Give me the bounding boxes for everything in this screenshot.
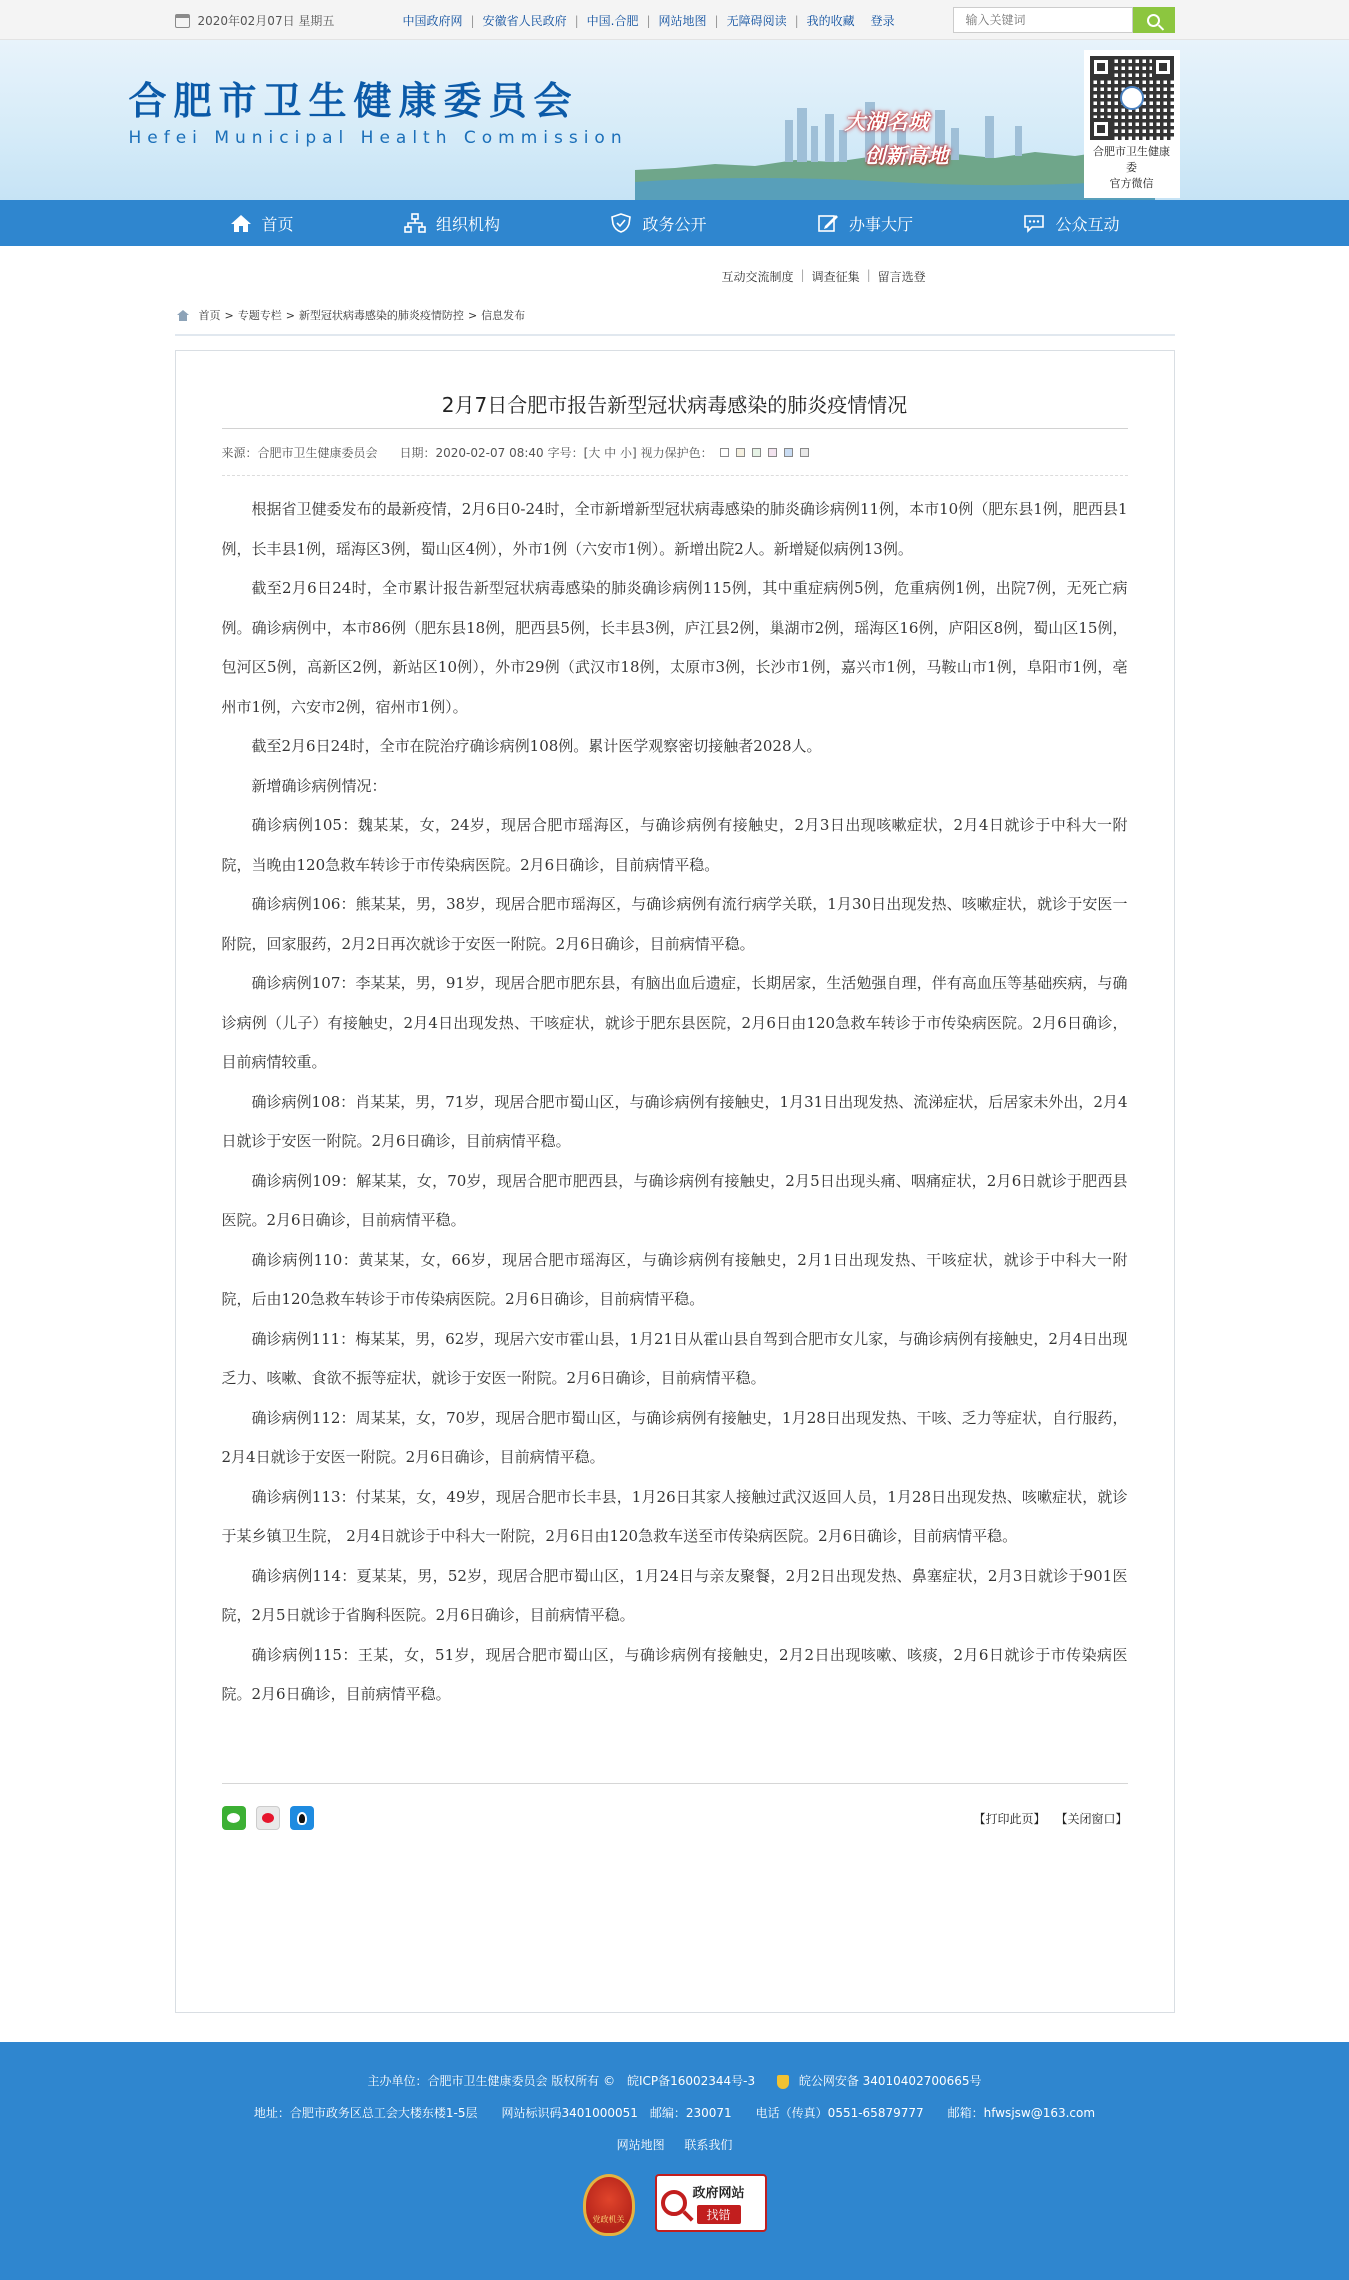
article-tools (973, 1810, 1127, 1827)
eye-care-label: 视力保护色： (640, 446, 713, 460)
qr-code-image (1090, 56, 1174, 140)
org-chart-icon (404, 213, 426, 233)
edit-icon (817, 213, 839, 233)
subnav-interaction-rules[interactable]: 互动交流制度 (721, 270, 794, 284)
breadcrumb (175, 296, 1175, 336)
article-paragraph: 截至2月6日24时，全市累计报告新型冠状病毒感染的肺炎确诊病例115例，其中重症病例5例，危重病例1例，出院7例，无死亡病例。确诊病例中，本市86例（肥东县18例，肥西县5例，长丰县3例，庐江县2例，巢湖市2例，瑶海区16例，庐阳区8例，蜀山区15例，包河区5例，高新区2例，新站区10例），外市29例（武汉市18例，太原市3例，长沙市1例，嘉兴市1例，马鞍山市1例，阜阳市1例，亳州市1例，六安市2例，宿州市1例）。 (221, 579, 1128, 716)
date-display (175, 12, 335, 29)
article-paragraph: 新增确诊病例情况： (251, 776, 387, 795)
subnav-messages[interactable]: 留言选登 (877, 270, 926, 284)
main-nav (0, 200, 1349, 246)
article-paragraph: 确诊病例107：李某某，男，91岁，现居合肥市肥东县，有脑出血后遗症，长期居家，生活勉强自理，伴有高血压等基础疾病，与确诊病例（儿子）有接触史，2月4日出现发热、干咳症状，就诊于肥东县医院，2月6日由120急救车转诊于市传染病医院。2月6日确诊，目前病情较重。 (221, 974, 1128, 1071)
article-paragraph: 确诊病例115：王某，女，51岁，现居合肥市蜀山区，与确诊病例有接触史，2月2日出现咳嗽、咳痰，2月6日就诊于市传染病医院。2月6日确诊，目前病情平稳。 (221, 1645, 1128, 1703)
article-paragraph: 确诊病例112：周某某，女，70岁，现居合肥市蜀山区，与确诊病例有接触史，1月28日出现发热、干咳、乏力等症状，自行服药，2月4日就诊于安医一附院。2月6日确诊，目前病情平稳。 (221, 1408, 1128, 1466)
link-sitemap[interactable]: 网站地图 (658, 14, 707, 28)
nav-item-organization[interactable] (394, 200, 510, 246)
color-swatch[interactable] (800, 448, 809, 457)
top-links: 中国政府网 | 安徽省人民政府 | 中国.合肥 | 网站地图 | 无障碍阅读 | 我的收藏 登录 (395, 12, 903, 29)
share-buttons (222, 1806, 314, 1830)
nav-label-organization: 组织机构 (435, 214, 500, 234)
footer-sponsor: 主办单位：合肥市卫生健康委员会 版权所有 © (367, 2074, 616, 2088)
footer-address: 地址：合肥市政务区总工会大楼东楼1-5层 网站标识码3401000051 邮编：230071 电话（传真）0551-65879777 邮箱：hfwsjsw@163.com (253, 2106, 1096, 2120)
article-paragraph: 确诊病例113：付某某，女，49岁，现居合肥市长丰县，1月26日其家人接触过武汉返回人员，1月28日出现发热、咳嗽症状，就诊于某乡镇卫生院， 2月4日就诊于中科大一附院，2月6日由120急救车送至市传染病医院。2月6日确诊，目前病情平稳。 (221, 1487, 1128, 1545)
breadcrumb-sep: > (224, 308, 234, 322)
home-icon (230, 213, 252, 233)
article-paragraph: 确诊病例111：梅某某，男，62岁，现居六安市霍山县，1月21日从霍山县自驾到合肥市女儿家，与确诊病例有接触史，2月4日出现乏力、咳嗽、食欲不振等症状，就诊于安医一附院。2月6日确诊，目前病情平稳。 (221, 1329, 1128, 1387)
nav-item-service-hall[interactable] (807, 200, 923, 246)
nav-item-home[interactable] (220, 200, 304, 246)
breadcrumb-epidemic-control[interactable]: 新型冠状病毒感染的肺炎疫情防控 (298, 309, 464, 322)
article-source: 来源：合肥市卫生健康委员会 (221, 446, 378, 460)
nav-item-public-interaction[interactable] (1013, 200, 1129, 246)
footer-icp-link[interactable]: 皖ICP备16002344号-3 (626, 2074, 756, 2088)
breadcrumb-info-release[interactable]: 信息发布 (481, 309, 526, 322)
nav-label-service-hall: 办事大厅 (848, 214, 913, 234)
footer-police-record[interactable]: 皖公网安备 34010402700665号 (798, 2074, 982, 2088)
breadcrumb-home[interactable]: 首页 (198, 309, 221, 322)
header-banner (0, 40, 1349, 200)
search-input[interactable] (953, 7, 1133, 33)
qq-share-icon[interactable] (290, 1806, 314, 1830)
qr-caption-1: 合肥市卫生健康委 (1093, 145, 1170, 174)
weibo-share-icon[interactable] (256, 1806, 280, 1830)
article-paragraph: 确诊病例110：黄某某，女，66岁，现居合肥市瑶海区，与确诊病例有接触史，2月1日出现发热、干咳症状，就诊于中科大一附院，后由120急救车转诊于市传染病医院。2月6日确诊，目前病情平稳。 (221, 1250, 1128, 1308)
close-window-button[interactable]: 【关闭窗口】 (1055, 1811, 1128, 1826)
gov-badge-action: 找错 (697, 2205, 741, 2224)
gov-site-error-report-badge[interactable] (655, 2174, 767, 2232)
slogan-1: 大湖名城 (844, 110, 929, 134)
print-page-button[interactable]: 【打印此页】 (973, 1811, 1046, 1826)
subnav-survey[interactable]: 调查征集 (811, 270, 860, 284)
footer-copyright (0, 2072, 1349, 2089)
article-paragraph: 确诊病例106：熊某某，男，38岁，现居合肥市瑶海区，与确诊病例有流行病学关联，1月30日出现发热、咳嗽症状，就诊于安医一附院，回家服药，2月2日再次就诊于安医一附院。2月6日确诊，目前病情平稳。 (221, 895, 1128, 953)
color-swatch[interactable] (768, 448, 777, 457)
article-paragraph: 截至2月6日24时，全市在院治疗确诊病例108例。累计医学观察密切接触者2028人。 (251, 737, 822, 755)
link-login[interactable]: 登录 (870, 14, 895, 28)
article-bottom-bar (222, 1783, 1128, 1830)
search-icon (1147, 14, 1160, 27)
calendar-icon (175, 14, 190, 28)
footer-contact-link[interactable]: 联系我们 (684, 2138, 733, 2152)
qr-caption-2: 官方微信 (1109, 177, 1154, 190)
link-anhui-gov[interactable]: 安徽省人民政府 (482, 14, 567, 28)
sub-nav: 互动交流制度 | 调查征集 | 留言选登 (175, 246, 1175, 296)
date-text: 2020年02月07日 星期五 (197, 14, 335, 28)
search-button[interactable] (1133, 7, 1175, 33)
color-swatch[interactable] (736, 448, 745, 457)
article-paragraph: 确诊病例108：肖某某，男，71岁，现居合肥市蜀山区，与确诊病例有接触史，1月31日出现发热、流涕症状，后居家未外出，2月4日就诊于安医一附院。2月6日确诊，目前病情平稳。 (221, 1092, 1128, 1150)
color-swatch[interactable] (720, 448, 729, 457)
article-title: 2月7日合肥市报告新型冠状病毒感染的肺炎疫情情况 (222, 389, 1128, 429)
article-meta (222, 444, 1128, 476)
breadcrumb-sep: > (467, 308, 478, 322)
magnifier-icon (661, 2190, 687, 2216)
wechat-share-icon[interactable] (222, 1806, 246, 1830)
search-box (953, 7, 1175, 33)
home-icon (177, 310, 189, 321)
wechat-qr-box (1084, 50, 1180, 198)
nav-item-gov-affairs[interactable] (600, 200, 716, 246)
article-paragraph: 确诊病例114：夏某某，男，52岁，现居合肥市蜀山区，1月24日与亲友聚餐，2月2日出现发热、鼻塞症状，2月3日就诊于901医院，2月5日就诊于省胸科医院。2月6日确诊，目前病情平稳。 (221, 1566, 1128, 1624)
police-badge-icon (777, 2075, 789, 2089)
chat-icon (1023, 213, 1045, 233)
shield-icon (610, 213, 632, 233)
top-bar (0, 0, 1349, 40)
party-gov-badge[interactable] (583, 2174, 635, 2236)
site-title: 合肥市卫生健康委员会 (128, 78, 579, 123)
breadcrumb-special-topics[interactable]: 专题专栏 (237, 309, 282, 322)
breadcrumb-sep: > (285, 308, 295, 322)
link-favorites[interactable]: 我的收藏 (806, 14, 855, 28)
gov-badge-title: 政府网站 (692, 2186, 745, 2201)
slogan-2: 创新高地 (864, 144, 949, 168)
nav-label-gov-affairs: 政务公开 (642, 214, 707, 234)
link-china-gov[interactable]: 中国政府网 (402, 14, 463, 28)
party-badge-label: 党政机关 (592, 2215, 625, 2224)
nav-label-home: 首页 (261, 214, 294, 234)
article-panel (175, 350, 1175, 2013)
nav-label-public-interaction: 公众互动 (1055, 214, 1120, 234)
footer-badges (0, 2174, 1349, 2236)
footer-links (0, 2136, 1349, 2153)
article-paragraph: 根据省卫健委发布的最新疫情，2月6日0-24时，全市新增新型冠状病毒感染的肺炎确诊病例11例，本市10例（肥东县1例，肥西县1例，长丰县1例，瑶海区3例，蜀山区4例），外市1例（六安市1例）。新增出院2人。新增疑似病例13例。 (221, 500, 1128, 558)
article-paragraph: 确诊病例109：解某某，女，70岁，现居合肥市肥西县，与确诊病例有接触史，2月5日出现头痛、咽痛症状，2月6日就诊于肥西县医院。2月6日确诊，目前病情平稳。 (221, 1171, 1128, 1229)
footer-sitemap-link[interactable]: 网站地图 (616, 2138, 665, 2152)
article-date: 日期：2020-02-07 08:40 (399, 446, 544, 460)
site-subtitle: Hefei Municipal Health Commission (128, 128, 628, 148)
color-swatch[interactable] (784, 448, 793, 457)
link-accessible-reading[interactable]: 无障碍阅读 (726, 14, 787, 28)
footer (0, 2042, 1349, 2280)
color-swatch[interactable] (752, 448, 761, 457)
font-size-control[interactable]: 字号：[大 中 小] (547, 446, 637, 460)
link-china-hefei[interactable]: 中国.合肥 (586, 14, 639, 28)
article-paragraph: 确诊病例105：魏某某，女，24岁，现居合肥市瑶海区，与确诊病例有接触史，2月3日出现咳嗽症状，2月4日就诊于中科大一附院，当晚由120急救车转诊于市传染病医院。2月6日确诊，目前病情平稳。 (221, 816, 1128, 874)
article-body (222, 490, 1128, 1715)
